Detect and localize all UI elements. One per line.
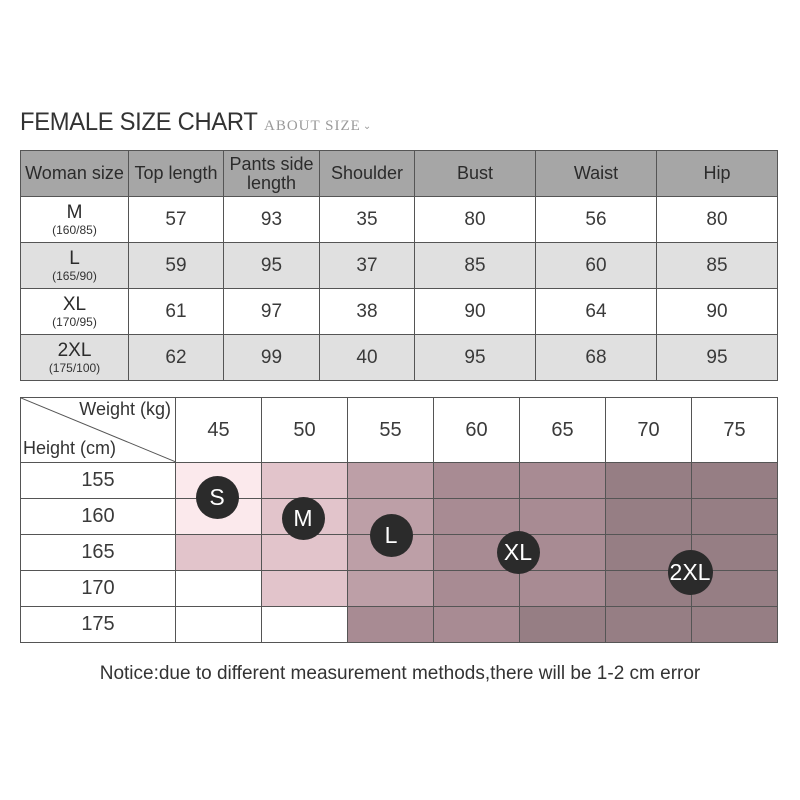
chevron-down-icon: ⌄ (362, 121, 373, 132)
size-label: 2XL (57, 339, 92, 361)
size-zone-cell (520, 499, 606, 535)
size-zone-cell (434, 499, 520, 535)
column-header: Woman size (21, 151, 129, 197)
size-zone-cell (348, 463, 434, 499)
value-cell: 61 (129, 289, 224, 335)
weight-height-chart (20, 397, 777, 643)
value-cell: 99 (224, 335, 320, 381)
value-cell: 35 (320, 197, 415, 243)
value-cell: 85 (657, 243, 778, 289)
height-header-cell: 160 (21, 499, 176, 535)
value-cell: 95 (415, 335, 536, 381)
weight-header-cell: 50 (262, 398, 348, 463)
value-cell: 37 (320, 243, 415, 289)
value-cell: 95 (657, 335, 778, 381)
page-title: FEMALE SIZE CHART (20, 108, 258, 136)
value-cell: 85 (415, 243, 536, 289)
value-cell: 93 (224, 197, 320, 243)
height-row (21, 607, 778, 643)
column-header: Waist (536, 151, 657, 197)
column-header: Pants side length (224, 151, 320, 197)
value-cell: 68 (536, 335, 657, 381)
weight-axis-label: Weight (kg) (79, 399, 171, 419)
size-zone-cell (262, 463, 348, 499)
size-zone-cell (520, 463, 606, 499)
value-cell: 60 (536, 243, 657, 289)
size-zone-cell (262, 571, 348, 607)
size-zone-cell (348, 571, 434, 607)
size-zone-cell (692, 499, 778, 535)
height-axis-label: Height (cm) (23, 438, 117, 458)
table-row (21, 289, 778, 335)
size-zone-cell (434, 463, 520, 499)
size-sublabel: (160/85) (52, 222, 97, 237)
size-zone-cell (176, 535, 262, 571)
weight-header-row (21, 398, 778, 463)
size-zone-cell (692, 463, 778, 499)
height-header-cell: 165 (21, 535, 176, 571)
size-zone-cell (692, 607, 778, 643)
size-label: XL (62, 293, 87, 315)
size-zone-cell (520, 571, 606, 607)
weight-header-cell: 60 (434, 398, 520, 463)
weight-header-cell: 45 (176, 398, 262, 463)
axis-corner-cell (21, 398, 176, 463)
weight-header-cell: 70 (606, 398, 692, 463)
size-zone-cell (434, 607, 520, 643)
size-cell (21, 243, 129, 289)
table-row (21, 197, 778, 243)
size-label: L (69, 247, 80, 269)
size-badge-xl: XL (497, 531, 540, 574)
value-cell: 38 (320, 289, 415, 335)
about-size-label: ABOUT SIZE (264, 118, 361, 134)
table-row (21, 335, 778, 381)
value-cell: 59 (129, 243, 224, 289)
notice-text: Notice:due to different measurement methods,there will be 1-2 cm error (99, 663, 701, 684)
height-header-cell: 175 (21, 607, 176, 643)
size-sublabel: (175/100) (48, 360, 101, 375)
about-size-link[interactable] (264, 118, 372, 135)
height-row (21, 571, 778, 607)
size-cell (21, 197, 129, 243)
column-header: Bust (415, 151, 536, 197)
value-cell: 57 (129, 197, 224, 243)
size-zone-cell (606, 463, 692, 499)
size-zone-cell (348, 607, 434, 643)
size-zone-cell (434, 571, 520, 607)
size-badge-2xl: 2XL (668, 550, 713, 595)
size-zone-cell (606, 607, 692, 643)
size-table (20, 150, 778, 381)
size-sublabel: (165/90) (52, 268, 97, 283)
value-cell: 62 (129, 335, 224, 381)
weight-header-cell: 65 (520, 398, 606, 463)
size-cell (21, 335, 129, 381)
column-header: Top length (129, 151, 224, 197)
height-header-cell: 170 (21, 571, 176, 607)
size-zone-cell (520, 607, 606, 643)
size-badge-m: M (282, 497, 325, 540)
height-row (21, 463, 778, 499)
size-zone-cell (176, 571, 262, 607)
size-zone-cell (176, 607, 262, 643)
size-cell (21, 289, 129, 335)
size-zone-cell (262, 607, 348, 643)
value-cell: 56 (536, 197, 657, 243)
column-header: Shoulder (320, 151, 415, 197)
value-cell: 95 (224, 243, 320, 289)
size-label: M (66, 201, 83, 223)
size-table-header (21, 151, 778, 197)
size-zone-cell (606, 499, 692, 535)
weight-header-cell: 75 (692, 398, 778, 463)
weight-header-cell: 55 (348, 398, 434, 463)
value-cell: 90 (657, 289, 778, 335)
size-badge-l: L (370, 514, 413, 557)
table-row (21, 243, 778, 289)
column-header: Hip (657, 151, 778, 197)
value-cell: 97 (224, 289, 320, 335)
size-sublabel: (170/95) (52, 314, 97, 329)
value-cell: 80 (657, 197, 778, 243)
height-header-cell: 155 (21, 463, 176, 499)
value-cell: 64 (536, 289, 657, 335)
value-cell: 80 (415, 197, 536, 243)
size-badge-s: S (196, 476, 239, 519)
value-cell: 40 (320, 335, 415, 381)
size-zone-cell (262, 535, 348, 571)
value-cell: 90 (415, 289, 536, 335)
